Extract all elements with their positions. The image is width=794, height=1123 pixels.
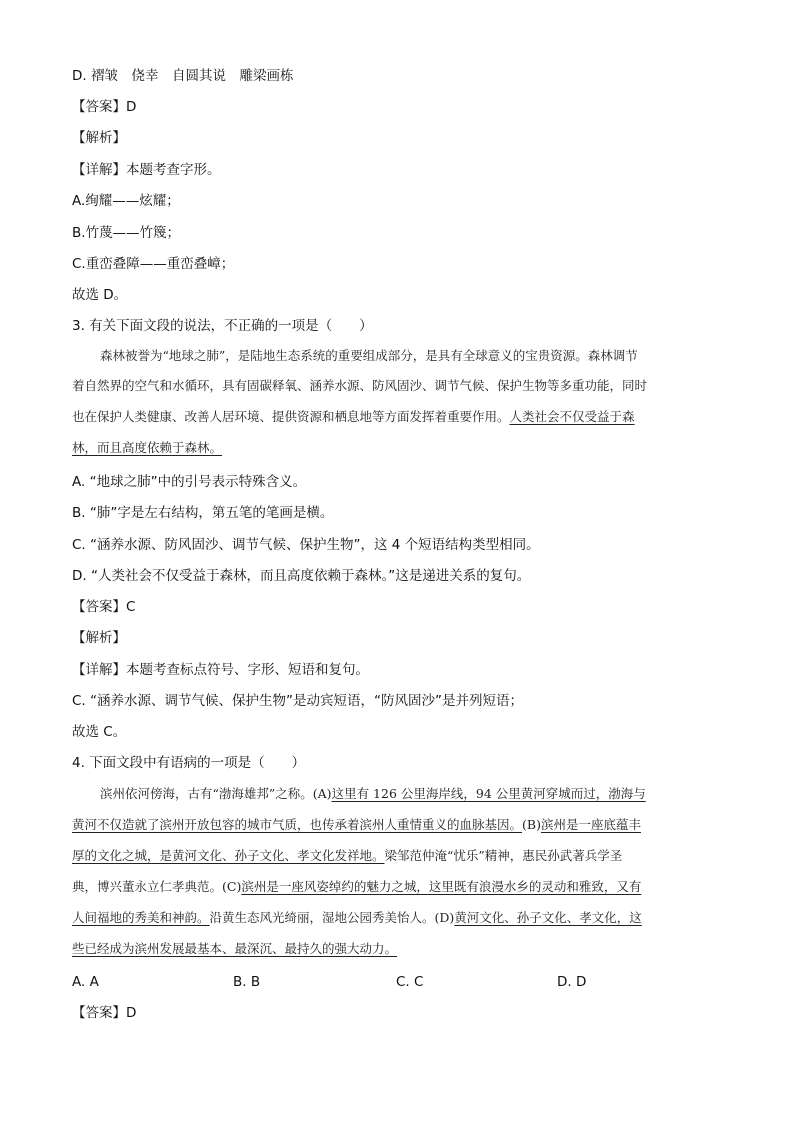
q4-passage xyxy=(72,784,724,964)
q4-option-c: C. C xyxy=(396,974,424,990)
q4-sentence-b-start: 滨州是一座底蕴丰 xyxy=(540,817,641,832)
q4-option-d: D. D xyxy=(557,974,587,990)
q4-line-1-text: 滨州依河傍海，古有“渤海雄邦”之称。(A) xyxy=(100,786,332,801)
q4-question: 4. 下面文段中有语病的一项是（ ） xyxy=(72,755,306,771)
q3-detail: 【详解】本题考查标点符号、字形、短语和复句。 xyxy=(72,662,369,678)
q3-option-b: B. “肺”字是左右结构，第五笔的笔画是横。 xyxy=(72,505,334,521)
q4-option-b: B. B xyxy=(233,974,261,990)
q4-option-a: A. A xyxy=(72,974,99,990)
q4-passage-line-3 xyxy=(72,846,622,866)
q2-answer: 【答案】D xyxy=(72,99,137,115)
q4-passage-line-1 xyxy=(72,784,646,804)
q4-passage-line-4 xyxy=(72,877,641,897)
q2-fix-a: A.绚耀——炫耀； xyxy=(72,193,180,209)
q3-option-a: A. “地球之肺”中的引号表示特殊含义。 xyxy=(72,474,307,490)
q3-passage xyxy=(72,346,724,466)
q2-conclusion: 故选 D。 xyxy=(72,287,128,303)
q4-sentence-a-start: 这里有 126 公里海岸线，94 公里黄河穿城而过，渤海与 xyxy=(331,786,646,801)
q3-question: 3. 有关下面文段的说法，不正确的一项是（ ） xyxy=(72,318,373,334)
q3-option-c: C. “涵养水源、防风固沙、调节气候、保护生物”，这 4 个短语结构类型相同。 xyxy=(72,537,540,553)
q2-option-d: D. 褶皱 侥幸 自圆其说 雕梁画栋 xyxy=(72,68,294,84)
q4-passage-line-2 xyxy=(72,815,641,835)
q4-sentence-d-start: 黄河文化、孙子文化、孝文化，这 xyxy=(454,910,642,925)
q4-sentence-d-end: 些已经成为滨州发展最基本、最深沉、最持久的强大动力。 xyxy=(72,941,398,956)
q3-explanation: C. “涵养水源、调节气候、保护生物”是动宾短语，“防风固沙”是并列短语； xyxy=(72,693,523,709)
q3-passage-line-1: 森林被誉为“地球之肺”，是陆地生态系统的重要组成部分，是具有全球意义的宝贵资源。森林调节 xyxy=(100,348,638,363)
q3-conclusion: 故选 C。 xyxy=(72,724,127,740)
q4-sentence-c-start: 滨州是一座风姿绰约的魅力之城，这里既有浪漫水乡的灵动和雅致，又有 xyxy=(241,879,642,894)
q3-answer: 【答案】C xyxy=(72,599,136,615)
q4-sentence-a-end: 黄河不仅造就了滨州开放包容的城市气质，也传承着滨州人重情重义的血脉基因。 xyxy=(72,817,523,832)
q4-line-3-text: 梁邹范仲淹“忧乐”精神，惠民孙武著兵学圣 xyxy=(384,848,623,863)
q3-passage-underlined-sentence-end: 林，而且高度依赖于森林。 xyxy=(72,440,223,455)
q3-option-d: D. “人类社会不仅受益于森林，而且高度依赖于森林。”这是递进关系的复句。 xyxy=(72,568,531,584)
q3-passage-line-3 xyxy=(72,407,635,427)
q4-label-b: (B) xyxy=(522,817,541,832)
q3-analysis-heading: 【解析】 xyxy=(72,630,126,646)
q4-answer: 【答案】D xyxy=(72,1005,137,1021)
q2-detail: 【详解】本题考查字形。 xyxy=(72,162,221,178)
q4-passage-line-5 xyxy=(72,908,642,928)
q2-fix-b: B.竹蔑——竹篾； xyxy=(72,225,181,241)
q4-sentence-c-end: 人间福地的秀美和神韵。 xyxy=(72,910,210,925)
q3-passage-line-3-text: 也在保护人类健康、改善人居环境、提供资源和栖息地等方面发挥着重要作用。 xyxy=(72,409,510,424)
q4-line-4-text: 典，博兴董永立仁孝典范。(C) xyxy=(72,879,242,894)
q4-sentence-b-end: 厚的文化之城，是黄河文化、孙子文化、孝文化发祥地。 xyxy=(72,848,385,863)
q4-line-5-text: 沿黄生态风光绮丽，湿地公园秀美怡人。(D) xyxy=(209,910,455,925)
q2-fix-c: C.重峦叠障——重峦叠嶂； xyxy=(72,256,235,272)
q2-analysis-heading: 【解析】 xyxy=(72,130,126,146)
q3-passage-line-2: 着自然界的空气和水循环，具有固碳释氧、涵养水源、防风固沙、调节气候、保护生物等多重功能，同时 xyxy=(72,378,648,393)
q3-passage-underlined-sentence-start: 人类社会不仅受益于森 xyxy=(509,409,635,424)
